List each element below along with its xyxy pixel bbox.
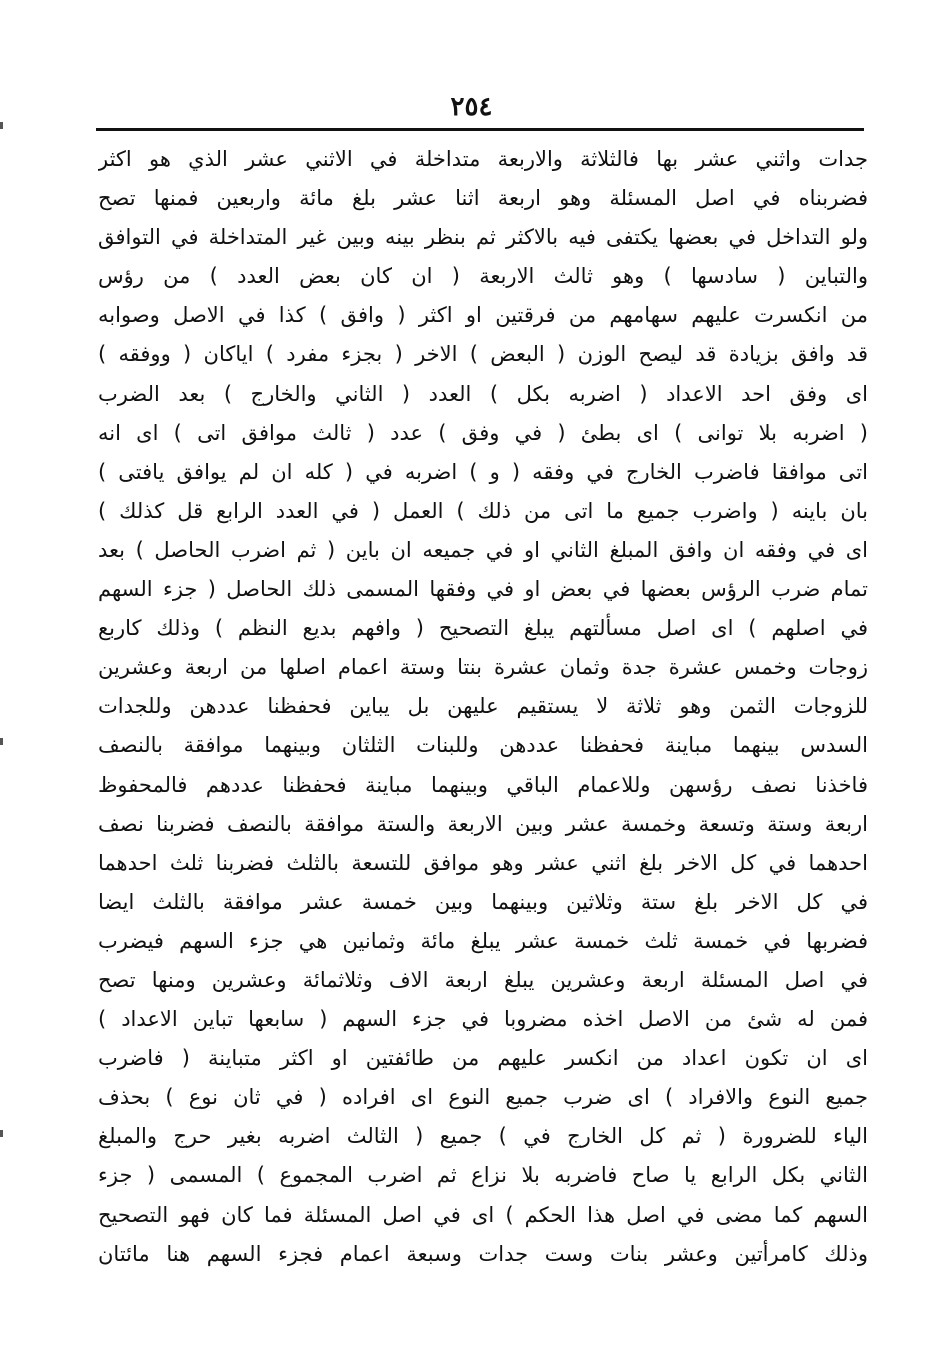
text-line: زوجات وخمس عشرة جدة وثمان عشرة بنتا وستة اعمام اصلها من اربعة وعشرين [98, 655, 868, 680]
body-text [98, 140, 868, 1274]
text-line: الياء للضرورة ( ثم كل الخارج في ) جميع ( الثالث اضربه بغير حرج والمبلغ [98, 1124, 868, 1149]
text-line: فاخذنا نصف رؤسهن وللاعمام الباقي وبينهما مباينة فحفظنا عددهم فالمحفوظ [98, 772, 868, 797]
text-line: ولو التداخل في بعضها يكتفى فيه بالاكثر ثم بنظر بينه وبين غير المتداخلة في التوافق [98, 225, 868, 250]
text-line: ( اضربه بلا توانى ) اى بطئ ( في وفق ) عدد ( ثالث موافق اتى ) اى انه [98, 420, 868, 445]
text-line: جدات واثني عشر بها فالثلاثة والاربعة متداخلة في الاثني عشر الذي هو اكثر [98, 147, 868, 171]
scan-edge-mark [0, 738, 3, 745]
text-line: قد وافق بزيادة قد ليصح الوزن ( البعض ) الاخر ( بجزء مفرد ) اياكان ( ووفقه ) [98, 342, 868, 367]
header-rule [96, 128, 864, 131]
text-line: فمن له شئ من الاصل اخذه مضروبا في جزء السهم ( سابعها تباين الاعداد ) [98, 1007, 868, 1032]
text-line: السهم كما مضى في اصل هذا الحكم ) اى في اصل المسئلة فما كان فهو التصحيح [98, 1202, 868, 1227]
text-line: فضربها في خمسة ثلث خمسة عشر يبلغ مائة وثمانين هي جزء السهم فيضرب [98, 928, 868, 953]
text-line: من انكسرت عليهم سهامهم من فرقتين او اكثر ( وافق ) كذا في الاصل وصوابه [98, 303, 868, 328]
text-line: اى وفق احد الاعداد ( اضربه بكل ) العدد ( الثاني والخارج ) بعد الضرب [98, 381, 868, 406]
text-line: اربعة وستة وتسعة وخمسة عشر وبين الاربعة والستة موافقة بالنصف فضربنا نصف [98, 811, 868, 836]
text-line: في اصل المسئلة اربعة وعشرين يبلغ اربعة الاف وثلاثمائة وعشرين ومنها تصح [98, 967, 868, 992]
scan-edge-mark [0, 1130, 3, 1137]
text-line: والتباين ( سادسها ) وهو ثالث الاربعة ( ان كان بعض العدد ) من رؤس [98, 264, 868, 289]
text-line: للزوجات الثمن وهو ثلاثة لا يستقيم عليهن بل يباين فحفظنا عددهن وللجدات [98, 694, 868, 719]
text-line: وذلك كامرأتين وعشر بنات وست جدات وسبعة اعمام فجزء السهم هنا مائتان [98, 1241, 868, 1266]
text-line: احدهما في كل الاخر بلغ اثني عشر وهو موافق للتسعة بالثلث فضربنا ثلث احدهما [98, 850, 868, 875]
text-line: فضربناه في اصل المسئلة وهو اربعة اثنا عشر بلغ مائة واربعين فمنها تصح [98, 186, 868, 211]
text-line: بان باينه ( واضرب جميع ما اتى من ذلك ) العمل ( في العدد الرابع قل كذلك ) [98, 498, 868, 523]
text-line: السدس بينهما مباينة فحفظنا عددهن وللبنات الثلثان وبينهما موافقة بالنصف [98, 733, 868, 758]
text-line: جميع النوع والافراد ) اى ضرب جميع النوع اى افراده ( في ثان نوع ) بحذف [98, 1085, 868, 1110]
text-line: اى في وفقه ان وافق المبلغ الثاني او في جميعه ان باين ( ثم اضرب الحاصل ) بعد [98, 537, 868, 562]
text-line: اى ان تكون اعداد من انكسر عليهم من طائفتين او اكثر متباينة ( فاضرب [98, 1046, 868, 1071]
page-number: ٢٥٤ [450, 92, 493, 122]
scan-edge-mark [0, 122, 3, 129]
text-line: اتى موافقا فاضرب الخارج في وفقه ( و ) اضربه في ( كله ان لم يوافق يافتى ) [98, 459, 868, 484]
text-line: في اصلهم ) اى اصل مسألتهم يبلغ التصحيح ( وافهم بديع النظم ) وذلك كاربع [98, 616, 868, 641]
text-line: الثاني بكل الرابع يا صاح فاضربه بلا نزاع ثم اضرب المجموع ) المسمى ( جزء [98, 1163, 868, 1188]
text-line: في كل الاخر بلغ ستة وثلاثين وبينهما وبين خمسة عشر موافقة بالثلث ايضا [98, 889, 868, 914]
text-line: تمام ضرب الرؤس بعضها في بعض او في وفقها المسمى ذلك الحاصل ( جزء السهم [98, 577, 868, 602]
